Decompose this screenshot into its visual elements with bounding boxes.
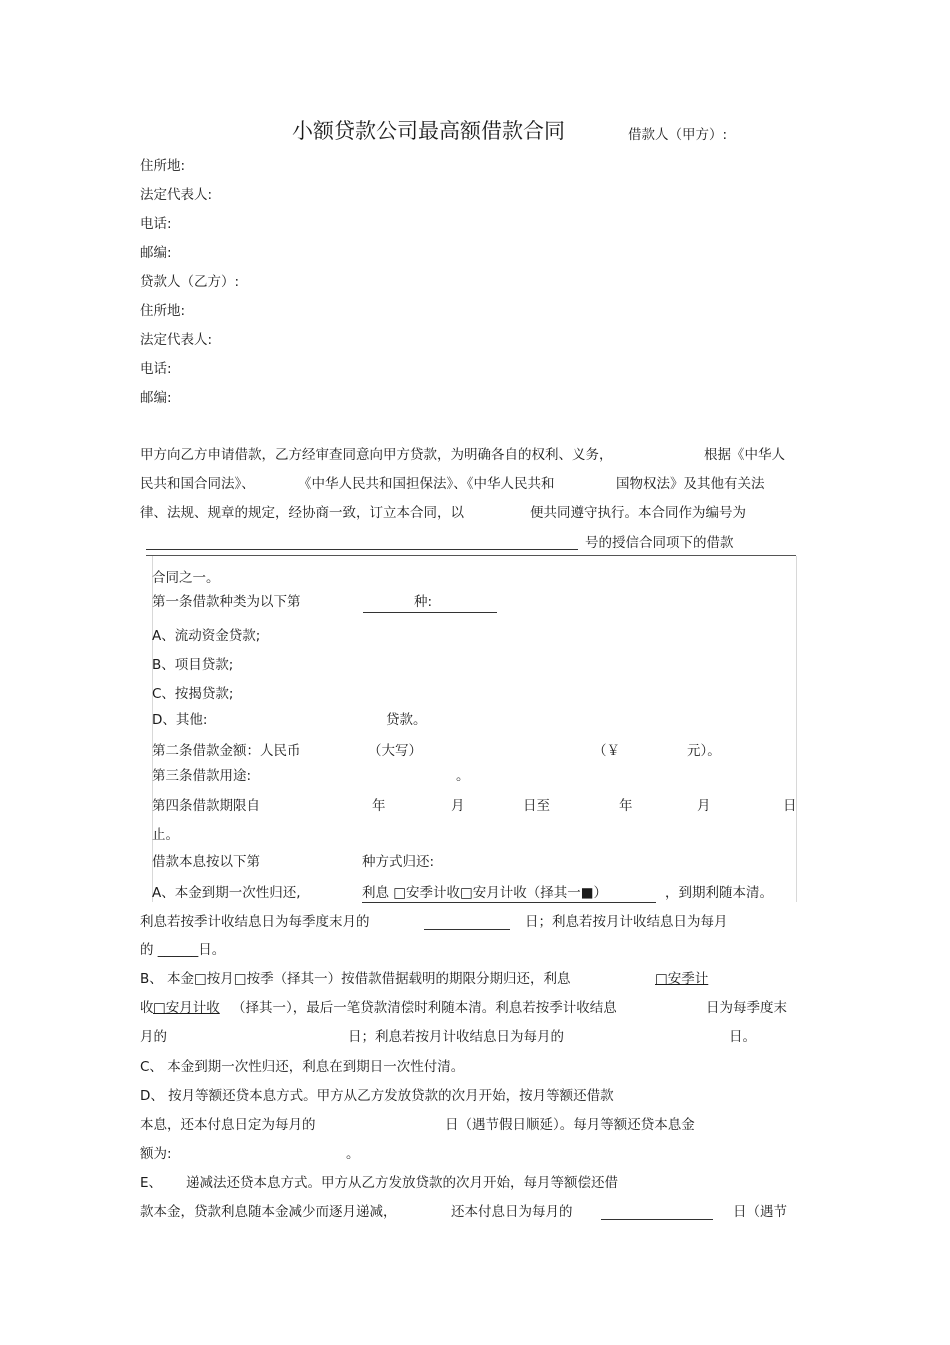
repay-b-line-1a: B、 本金□按月□按季（择其一）按借款借据载明的期限分期归还，利息 — [140, 971, 571, 987]
repay-d-line-2a: 本息，还本付息日定为每月的 — [140, 1117, 316, 1133]
repay-e-line-1a: E、 — [140, 1175, 163, 1191]
lender-label: 贷款人（乙方）: — [140, 274, 240, 290]
repay-a-line-1c: ，到期利随本清。 — [665, 885, 773, 901]
repay-e-line-2c: 日（遇节 — [733, 1204, 787, 1220]
article-4-prefix: 第四条借款期限自 — [152, 798, 260, 814]
repay-a-line-1a: A、本金到期一次性归还, — [152, 885, 301, 901]
article-1-suffix: 种: — [414, 594, 433, 610]
party-a-phone: 电话: — [140, 216, 172, 232]
document-title: 小额贷款公司最高额借款合同 — [292, 119, 565, 143]
contract-number-blank — [146, 549, 578, 550]
article-1-option-a: A、流动资金贷款; — [152, 628, 261, 644]
repay-d-line-3b: 。 — [346, 1146, 360, 1162]
article-4-start-month: 月 — [451, 798, 465, 814]
article-1-option-d-tail: 贷款。 — [386, 712, 427, 728]
preamble-line-4: 号的授信合同项下的借款 — [585, 535, 734, 551]
repay-e-line-2b: 还本付息日为每月的 — [451, 1204, 573, 1220]
repay-e-line-1b: 递减法还贷本息方式。甲方从乙方发放贷款的次月开始，每月等额偿还借 — [186, 1175, 618, 1191]
preamble-line-1b: 根据《中华人 — [704, 447, 785, 463]
preamble-line-3b: 便共同遵守执行。本合同作为编号为 — [530, 505, 746, 521]
article-4-end-month: 月 — [697, 798, 711, 814]
party-a-legal-rep: 法定代表人: — [140, 187, 213, 203]
article-2-yuan: 元）。 — [687, 743, 721, 759]
repay-d-line-1: D、 按月等额还贷本息方式。甲方从乙方发放贷款的次月开始，按月等额还借款 — [140, 1088, 614, 1104]
repay-e-day-blank — [601, 1219, 713, 1220]
section-top-rule — [146, 555, 796, 556]
repay-b-line-3b: 日；利息若按月计收结息日为每月的 — [348, 1029, 564, 1045]
repay-b-line-3c: 日。 — [729, 1029, 756, 1045]
repay-a-line-2b: 日；利息若按月计收结息日为每月 — [525, 914, 728, 930]
party-b-address: 住所地: — [140, 303, 186, 319]
article-2-prefix: 第二条借款金额：人民币 — [152, 743, 301, 759]
article-1-prefix: 第一条借款种类为以下第 — [152, 594, 301, 610]
preamble-line-2a: 民共和国合同法》、 — [140, 476, 255, 492]
repay-a-line-2a: 利息若按季计收结息日为每季度末月的 — [140, 914, 370, 930]
preamble-line-5: 合同之一。 — [152, 570, 220, 586]
repay-a-quarter-day-blank — [424, 929, 510, 930]
article-1-option-c: C、按揭贷款; — [152, 686, 234, 702]
repay-b-line-2a: 收 — [140, 1000, 154, 1016]
article-2-yen: （￥ — [593, 743, 620, 759]
party-b-phone: 电话: — [140, 361, 172, 377]
repay-b-line-3a: 月的 — [140, 1029, 167, 1045]
article-4-end-day: 日 — [783, 798, 797, 814]
repay-a-line-1b: 利息 □安季计收□安月计收（择其一■） — [362, 885, 608, 901]
repay-prefix: 借款本息按以下第 — [152, 854, 260, 870]
article-3-prefix: 第三条借款用途: — [152, 768, 252, 784]
article-1-option-d: D、其他: — [152, 712, 208, 728]
borrower-label: 借款人（甲方）: — [628, 127, 728, 143]
repay-d-line-3a: 额为: — [140, 1146, 172, 1162]
preamble-line-2c: 国物权法》及其他有关法 — [616, 476, 765, 492]
repay-a-underline — [362, 902, 656, 903]
preamble-line-1a: 甲方向乙方申请借款，乙方经审查同意向甲方贷款，为明确各自的权利、义务， — [140, 447, 613, 463]
repay-d-line-2b: 日（遇节假日顺延）。每月等额还贷本息金 — [445, 1117, 695, 1133]
preamble-line-2b: 《中华人民共和国担保法》、《中华人民共和 — [298, 476, 555, 492]
article-4-end-year: 年 — [619, 798, 633, 814]
article-1-blank — [363, 612, 497, 613]
repay-e-line-2a: 款本金，贷款利息随本金减少而逐月递减， — [140, 1204, 397, 1220]
party-a-postcode: 邮编: — [140, 245, 172, 261]
repay-b-line-2d: 日为每季度末 — [706, 1000, 787, 1016]
article-4-end: 止。 — [152, 827, 179, 843]
repay-b-line-2c: （择其一），最后一笔贷款清偿时利随本清。利息若按季计收结息 — [232, 1000, 617, 1016]
article-1-option-b: B、项目贷款; — [152, 657, 234, 673]
preamble-line-3a: 律、法规、规章的规定，经协商一致，订立本合同，以 — [140, 505, 464, 521]
repay-suffix: 种方式归还: — [362, 854, 435, 870]
repay-b-line-1b: □安季计 — [655, 971, 709, 987]
section-right-border — [796, 556, 797, 902]
repay-a-line-3: 的 ______日。 — [140, 942, 226, 958]
article-4-start-year: 年 — [372, 798, 386, 814]
article-4-day-to: 日至 — [523, 798, 550, 814]
repay-b-line-2b: □安月计收 — [153, 1000, 220, 1016]
party-b-postcode: 邮编: — [140, 390, 172, 406]
repay-c: C、 本金到期一次性归还，利息在到期日一次性付清。 — [140, 1059, 465, 1075]
party-a-address: 住所地: — [140, 158, 186, 174]
party-b-legal-rep: 法定代表人: — [140, 332, 213, 348]
article-3-end: 。 — [456, 768, 470, 784]
article-2-daxie: （大写） — [368, 743, 422, 759]
